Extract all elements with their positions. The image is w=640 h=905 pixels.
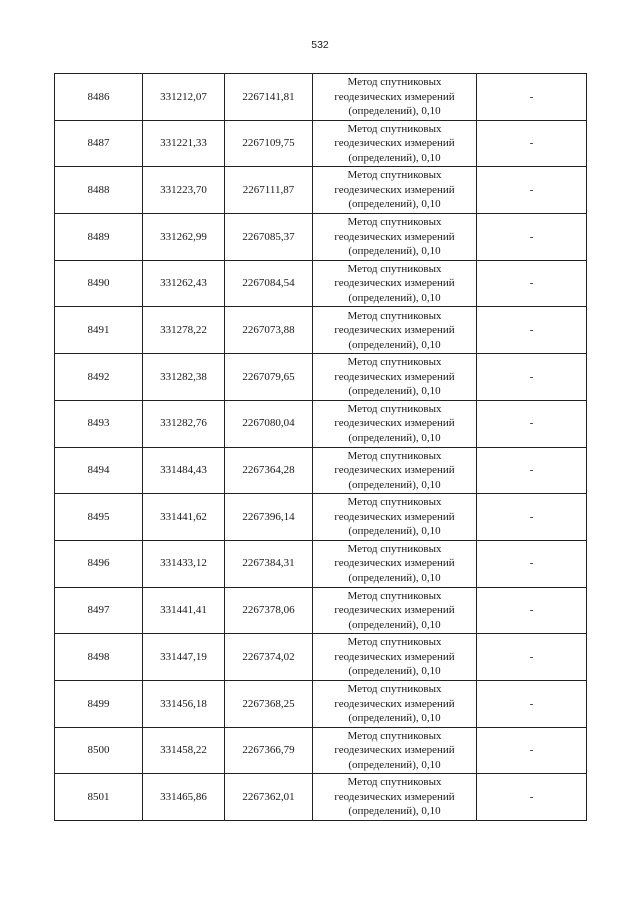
note-cell: -: [477, 587, 587, 634]
point-number-cell: 8492: [55, 354, 143, 401]
method-line: (определений), 0,10: [348, 385, 441, 398]
point-number-cell: 8489: [55, 214, 143, 261]
table-row: [55, 494, 587, 541]
method-line: Метод спутниковых: [347, 122, 442, 135]
page-number: 532: [311, 39, 329, 51]
y-coordinate-cell: 2267374,02: [225, 634, 313, 681]
point-number-cell: 8497: [55, 587, 143, 634]
method-line: (определений), 0,10: [348, 712, 441, 725]
method-line: Метод спутниковых: [347, 636, 442, 649]
method-line: Метод спутниковых: [347, 356, 442, 369]
method-line: геодезических измерений: [334, 604, 455, 617]
note-cell: -: [477, 260, 587, 307]
note-cell: -: [477, 307, 587, 354]
table-row: [55, 400, 587, 447]
method-line: (определений), 0,10: [348, 805, 441, 818]
point-number-cell: 8494: [55, 447, 143, 494]
point-number-cell: 8493: [55, 400, 143, 447]
method-line: Метод спутниковых: [347, 776, 442, 789]
method-line: геодезических измерений: [334, 510, 455, 523]
y-coordinate-cell: 2267141,81: [225, 74, 313, 121]
method-line: (определений), 0,10: [348, 105, 441, 118]
table-row: [55, 587, 587, 634]
method-line: (определений), 0,10: [348, 338, 441, 351]
method-line: Метод спутниковых: [347, 542, 442, 555]
point-number-cell: 8499: [55, 680, 143, 727]
y-coordinate-cell: 2267368,25: [225, 680, 313, 727]
x-coordinate-cell: 331465,86: [143, 774, 225, 821]
x-coordinate-cell: 331223,70: [143, 167, 225, 214]
method-line: геодезических измерений: [334, 744, 455, 757]
method-line: Метод спутниковых: [347, 309, 442, 322]
y-coordinate-cell: 2267084,54: [225, 260, 313, 307]
x-coordinate-cell: 331221,33: [143, 120, 225, 167]
table-row: [55, 540, 587, 587]
method-line: Метод спутниковых: [347, 402, 442, 415]
method-line: (определений), 0,10: [348, 151, 441, 164]
method-line: Метод спутниковых: [347, 216, 442, 229]
note-cell: -: [477, 634, 587, 681]
method-cell: [313, 727, 477, 774]
x-coordinate-cell: 331458,22: [143, 727, 225, 774]
point-number-cell: 8487: [55, 120, 143, 167]
note-cell: -: [477, 400, 587, 447]
method-line: (определений), 0,10: [348, 291, 441, 304]
point-number-cell: 8501: [55, 774, 143, 821]
method-line: (определений), 0,10: [348, 478, 441, 491]
method-line: геодезических измерений: [334, 464, 455, 477]
method-line: геодезических измерений: [334, 697, 455, 710]
method-line: геодезических измерений: [334, 183, 455, 196]
method-line: (определений), 0,10: [348, 571, 441, 584]
note-cell: -: [477, 680, 587, 727]
table-row: [55, 167, 587, 214]
method-cell: [313, 680, 477, 727]
x-coordinate-cell: 331212,07: [143, 74, 225, 121]
coordinates-table: [54, 73, 587, 821]
method-line: (определений), 0,10: [348, 245, 441, 258]
note-cell: -: [477, 774, 587, 821]
note-cell: -: [477, 447, 587, 494]
note-cell: -: [477, 120, 587, 167]
table-row: [55, 214, 587, 261]
method-line: (определений), 0,10: [348, 525, 441, 538]
method-line: геодезических измерений: [334, 370, 455, 383]
y-coordinate-cell: 2267085,37: [225, 214, 313, 261]
note-cell: -: [477, 167, 587, 214]
method-cell: [313, 307, 477, 354]
method-cell: [313, 400, 477, 447]
point-number-cell: 8495: [55, 494, 143, 541]
x-coordinate-cell: 331447,19: [143, 634, 225, 681]
coordinates-table-body: [55, 74, 587, 821]
method-line: Метод спутниковых: [347, 169, 442, 182]
method-line: (определений), 0,10: [348, 431, 441, 444]
y-coordinate-cell: 2267378,06: [225, 587, 313, 634]
method-line: (определений), 0,10: [348, 665, 441, 678]
y-coordinate-cell: 2267366,79: [225, 727, 313, 774]
table-row: [55, 727, 587, 774]
x-coordinate-cell: 331262,43: [143, 260, 225, 307]
x-coordinate-cell: 331278,22: [143, 307, 225, 354]
method-line: геодезических измерений: [334, 650, 455, 663]
note-cell: -: [477, 727, 587, 774]
method-line: геодезических измерений: [334, 137, 455, 150]
x-coordinate-cell: 331456,18: [143, 680, 225, 727]
method-cell: [313, 447, 477, 494]
y-coordinate-cell: 2267080,04: [225, 400, 313, 447]
x-coordinate-cell: 331484,43: [143, 447, 225, 494]
method-cell: [313, 540, 477, 587]
x-coordinate-cell: 331262,99: [143, 214, 225, 261]
method-cell: [313, 774, 477, 821]
y-coordinate-cell: 2267111,87: [225, 167, 313, 214]
note-cell: -: [477, 214, 587, 261]
method-line: Метод спутниковых: [347, 683, 442, 696]
table-row: [55, 74, 587, 121]
point-number-cell: 8490: [55, 260, 143, 307]
y-coordinate-cell: 2267364,28: [225, 447, 313, 494]
method-line: Метод спутниковых: [347, 496, 442, 509]
method-cell: [313, 167, 477, 214]
x-coordinate-cell: 331282,38: [143, 354, 225, 401]
table-row: [55, 354, 587, 401]
method-cell: [313, 260, 477, 307]
table-row: [55, 774, 587, 821]
method-line: геодезических измерений: [334, 277, 455, 290]
table-row: [55, 634, 587, 681]
method-cell: [313, 634, 477, 681]
method-cell: [313, 120, 477, 167]
method-cell: [313, 587, 477, 634]
note-cell: -: [477, 540, 587, 587]
method-line: геодезических измерений: [334, 230, 455, 243]
method-cell: [313, 74, 477, 121]
y-coordinate-cell: 2267384,31: [225, 540, 313, 587]
method-line: (определений), 0,10: [348, 758, 441, 771]
point-number-cell: 8486: [55, 74, 143, 121]
y-coordinate-cell: 2267362,01: [225, 774, 313, 821]
note-cell: -: [477, 494, 587, 541]
note-cell: -: [477, 74, 587, 121]
y-coordinate-cell: 2267073,88: [225, 307, 313, 354]
note-cell: -: [477, 354, 587, 401]
method-line: геодезических измерений: [334, 790, 455, 803]
table-row: [55, 447, 587, 494]
method-line: (определений), 0,10: [348, 618, 441, 631]
method-line: Метод спутниковых: [347, 76, 442, 89]
method-line: (определений), 0,10: [348, 198, 441, 211]
method-line: геодезических измерений: [334, 417, 455, 430]
method-line: Метод спутниковых: [347, 589, 442, 602]
x-coordinate-cell: 331441,62: [143, 494, 225, 541]
table-row: [55, 307, 587, 354]
x-coordinate-cell: 331433,12: [143, 540, 225, 587]
y-coordinate-cell: 2267396,14: [225, 494, 313, 541]
method-cell: [313, 494, 477, 541]
point-number-cell: 8491: [55, 307, 143, 354]
x-coordinate-cell: 331282,76: [143, 400, 225, 447]
point-number-cell: 8496: [55, 540, 143, 587]
method-line: Метод спутниковых: [347, 262, 442, 275]
x-coordinate-cell: 331441,41: [143, 587, 225, 634]
method-line: Метод спутниковых: [347, 729, 442, 742]
point-number-cell: 8500: [55, 727, 143, 774]
y-coordinate-cell: 2267079,65: [225, 354, 313, 401]
table-row: [55, 680, 587, 727]
method-cell: [313, 354, 477, 401]
method-line: геодезических измерений: [334, 324, 455, 337]
method-line: геодезических измерений: [334, 90, 455, 103]
method-line: Метод спутниковых: [347, 449, 442, 462]
y-coordinate-cell: 2267109,75: [225, 120, 313, 167]
point-number-cell: 8488: [55, 167, 143, 214]
point-number-cell: 8498: [55, 634, 143, 681]
method-cell: [313, 214, 477, 261]
table-row: [55, 120, 587, 167]
method-line: геодезических измерений: [334, 557, 455, 570]
table-row: [55, 260, 587, 307]
